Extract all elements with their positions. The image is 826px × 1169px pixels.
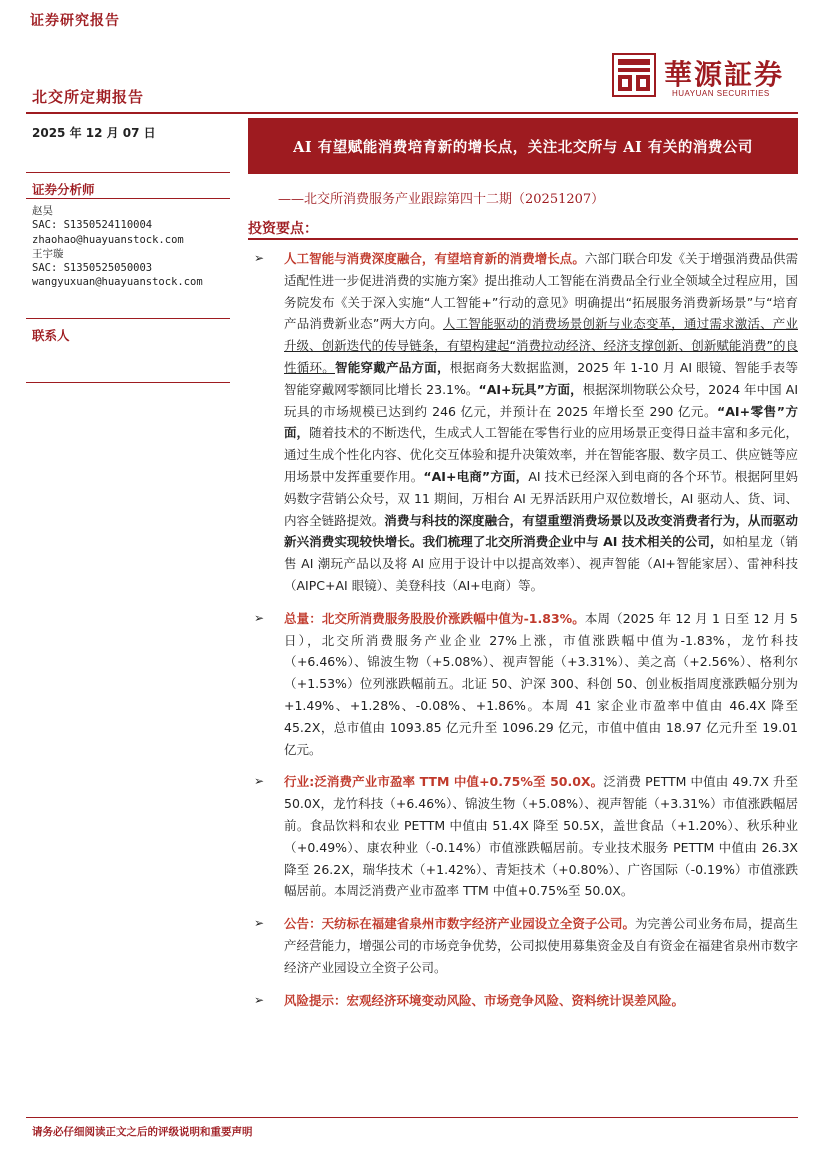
sidebar-divider-contact bbox=[26, 318, 230, 319]
analyst-sac: SAC: S1350525050003 bbox=[32, 262, 153, 275]
bullet-arrow-icon: ➢ bbox=[254, 610, 265, 625]
contact-heading: 联系人 bbox=[32, 328, 70, 343]
key-points-heading: 投资要点： bbox=[248, 221, 318, 237]
analyst-heading-rule bbox=[26, 198, 230, 199]
key-point-text: “AI+玩具”方面， bbox=[478, 381, 583, 397]
analyst-sac: SAC: S1350524110004 bbox=[32, 219, 153, 232]
sidebar-divider-top bbox=[26, 172, 230, 173]
analyst-heading: 证券分析师 bbox=[32, 182, 95, 197]
header-divider bbox=[26, 112, 798, 114]
key-point-text: 如柏星龙（销售 AI 潮玩产品以及将 AI 应用于设计中以提高效率）、视声智能（AI+智能家居）、雷神科技（AIPC+AI 眼镜）、美登科技（AI+电商）等。 bbox=[284, 534, 798, 593]
key-point-text: 人工智能驱动的消费场景创新与业态变革，通过需求激活、产业升级、创新迭代的传导链条，有望构建起“消费拉动经济、经济支撑创新、创新赋能消费”的良性循环。 bbox=[284, 316, 798, 375]
report-date: 2025 年 12 月 07 日 bbox=[32, 126, 156, 140]
key-point-item bbox=[254, 990, 798, 1012]
key-point-text: 本周（2025 年 12 月 1 日至 12 月 5 日），北交所消费服务产业企业 27%上涨，市值涨跌幅中值为-1.83%，龙竹科技（+6.46%）、锦波生物（+5.08%）、视声智能（+3.31%）、美之高（+2.56%）、格利尔（+1.53%）位列涨跌幅前五。北证 50、沪深 300、科创 50、创业板指周度涨跌幅分别为+1.49%、+1.28%、-0.08%、+1.86%。本周 41 家企业市盈率中值由 46.4X 降至 45.2X，总市值由 1093.85 亿元升至 1096.29 亿元，市值中值由 18.97 亿元升至 19.01 亿元。 bbox=[284, 610, 798, 757]
key-point-text: 智能穿戴产品方面， bbox=[335, 359, 450, 375]
analyst-name: 赵昊 bbox=[32, 205, 53, 217]
key-point-text: “AI+零售”方面， bbox=[284, 403, 798, 441]
brand-name-en: HUAYUAN SECURITIES bbox=[672, 89, 770, 98]
report-subtitle: ——北交所消费服务产业跟踪第四十二期（20251207） bbox=[278, 192, 605, 207]
key-point-headline: 人工智能与消费深度融合，有望培育新的消费增长点。 bbox=[284, 251, 585, 266]
bullet-arrow-icon: ➢ bbox=[254, 774, 265, 789]
key-point-text: 泛消费 PETTM 中值由 49.7X 升至 50.0X，龙竹科技（+6.46%）、锦波生物（+5.08%）、视声智能（+3.31%）市值涨跌幅居前。食品饮料和农业 PETTM 中值由 51.4X 降至 50.5X，盖世食品（+1.20%）、秋乐种业（+0.49%）、康农种业（-0.14%）市值涨跌幅居前。专业技术服务 PETTM 中值由 26.3X 降至 26.2X，瑞华技术（+1.42%）、青矩技术（+0.80%）、广咨国际（-0.19%）市值涨跌幅居前。本周泛消费产业市盈率 TTM 中值+0.75%至 50.0X。 bbox=[284, 774, 799, 899]
key-point-text: 六部门联合印发《关于增强消费品供需适配性进一步促进消费的实施方案》提出推动人工智能在消费品全行业全领域全过程应用，国务院发布《关于深入实施“人工智能+”行动的意见》明确提出“拓展服务消费新场景”与“培育产品消费新业态”两大方向。 bbox=[284, 251, 798, 332]
bullet-arrow-icon: ➢ bbox=[254, 992, 265, 1007]
key-points-rule bbox=[248, 238, 798, 240]
key-point-text: 随着技术的不断迭代，生成式人工智能在零售行业的应用场景正变得日益丰富和多元化，通过生成个性化内容、优化交互体验和提升决策效率，并在智能客服、数字员工、供应链等应用场景中发挥重要作用。 bbox=[284, 425, 798, 484]
key-point-text: AI 技术已经深入到电商的各个环节。根据阿里妈妈数字营销公众号，双 11 期间，万相台 AI 无界活跃用户双位数增长，AI 驱动人、货、词、内容全链路提效。 bbox=[284, 468, 798, 528]
brand-logo bbox=[612, 53, 802, 101]
report-category-label: 证券研究报告 bbox=[30, 13, 120, 29]
huayuan-logo-icon bbox=[612, 53, 656, 97]
footer-divider bbox=[26, 1117, 798, 1118]
analyst-email[interactable]: wangyuxuan@huayuanstock.com bbox=[32, 276, 203, 289]
bullet-arrow-icon: ➢ bbox=[254, 916, 265, 931]
key-point-text: 消费与科技的深度融合，有望重塑消费场景以及改变消费者行为，从而驱动新兴消费实现较快增长。我们梳理了北交所消费企业中与 AI 技术相关的公司， bbox=[284, 512, 798, 550]
key-points-list bbox=[254, 248, 798, 1022]
key-point-item bbox=[254, 248, 798, 597]
key-point-headline: 公告：天纺标在福建省泉州市数字经济产业园设立全资子公司。 bbox=[284, 916, 636, 932]
key-point-headline: 总量：北交所消费服务股股价涨跌幅中值为-1.83%。 bbox=[284, 610, 585, 626]
key-point-item bbox=[254, 913, 798, 978]
report-type: 北交所定期报告 bbox=[32, 88, 145, 106]
analyst-name: 王宇璇 bbox=[32, 247, 64, 260]
key-point-item bbox=[254, 771, 798, 902]
key-point-text: 为完善公司业务布局，提高生产经营能力，增强公司的市场竞争优势，公司拟使用募集资金及自有资金在福建省泉州市数字经济产业园设立全资子公司。 bbox=[284, 916, 798, 975]
key-point-text: “AI+电商”方面， bbox=[423, 468, 529, 484]
analyst-email[interactable]: zhaohao@huayuanstock.com bbox=[32, 233, 184, 246]
key-point-text: 根据深圳物联公众号，2024 年中国 AI 玩具的市场规模已达到约 246 亿元，并预计在 2025 年增长至 290 亿元。 bbox=[284, 381, 799, 419]
key-point-item bbox=[254, 608, 798, 761]
bullet-arrow-icon: ➢ bbox=[254, 251, 265, 265]
analyst-block bbox=[32, 204, 203, 290]
key-point-headline: 风险提示：宏观经济环境变动风险、市场竞争风险、资料统计误差风险。 bbox=[284, 992, 685, 1008]
brand-name-cn: 華源証券 bbox=[664, 58, 785, 91]
sidebar-divider-bottom bbox=[26, 382, 230, 383]
disclaimer-footer: 请务必仔细阅读正文之后的评级说明和重要声明 bbox=[32, 1126, 253, 1138]
report-title: AI 有望赋能消费培育新的增长点，关注北交所与 AI 有关的消费公司 bbox=[248, 118, 798, 174]
key-point-headline: 行业:泛消费产业市盈率 TTM 中值+0.75%至 50.0X。 bbox=[284, 774, 604, 790]
key-point-text: 根据商务大数据监测，2025 年 1-10 月 AI 眼镜、智能手表等智能穿戴网零额同比增长 23.1%。 bbox=[284, 359, 798, 397]
